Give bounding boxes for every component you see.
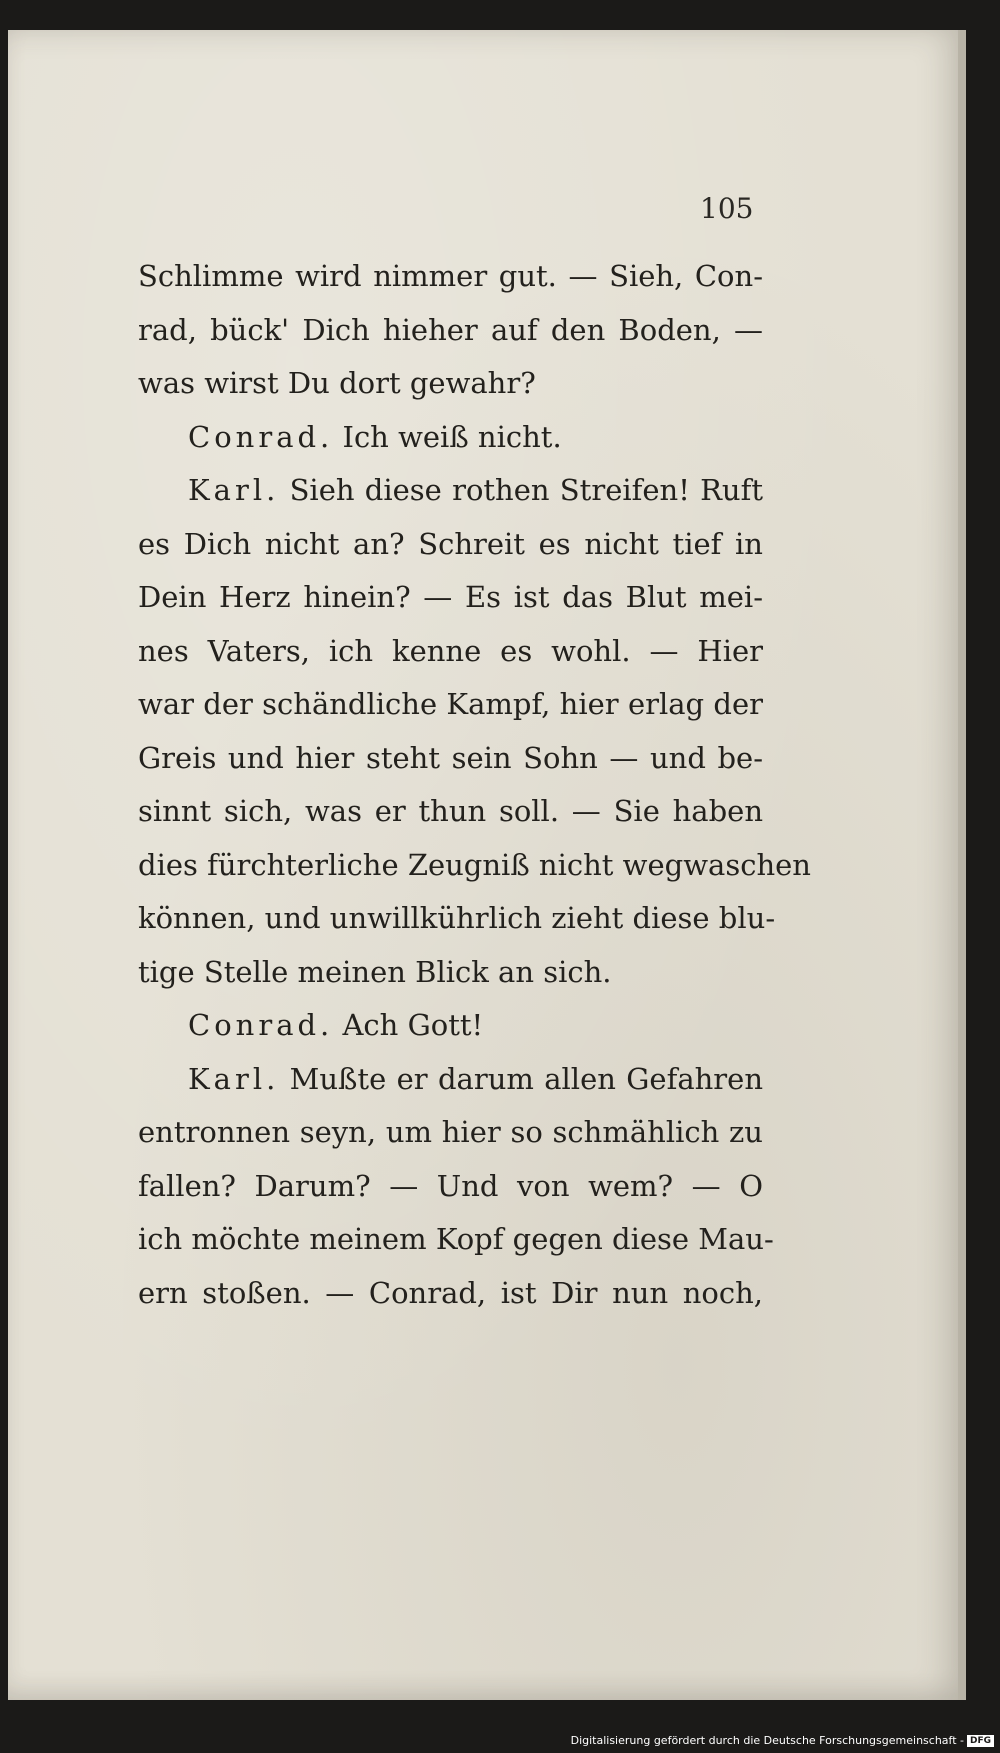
text-line: es Dich nicht an? Schreit es nicht tief in — [138, 526, 763, 561]
text-line: sinnt sich, was er thun soll. — Sie haben — [138, 794, 763, 828]
text-line: ern stoßen. — Conrad, ist Dir nun noch, — [138, 1275, 763, 1310]
text-line: rad, bück' Dich hieher auf den Boden, — — [138, 312, 763, 347]
text-line: können, und unwillkührlich zieht diese blu- — [138, 901, 776, 935]
dfg-logo: DFG — [967, 1735, 994, 1747]
text-line: entronnen seyn, um hier so schmählich zu — [138, 1115, 763, 1149]
page-edge — [958, 30, 966, 1700]
text-line: nes Vaters, ich kenne es wohl. — Hier — [138, 633, 763, 668]
dialogue-line: Karl. Sieh diese rothen Streifen! Ruft — [188, 473, 764, 507]
speaker-name: Karl. — [188, 473, 280, 507]
digitization-credit — [571, 1734, 994, 1747]
credit-text: Digitalisierung gefördert durch die Deutsche Forschungsgemeinschaft - — [570, 1734, 964, 1747]
dialogue-line: Karl. Mußte er darum allen Gefahren — [188, 1061, 763, 1096]
page-text — [138, 250, 811, 1320]
dialogue-line: Conrad. Ach Gott! — [188, 1008, 484, 1042]
speaker-name: Conrad. — [188, 1008, 334, 1042]
text-line: Greis und hier steht sein Sohn — und be- — [138, 740, 763, 775]
text-line: fallen? Darum? — Und von wem? — O — [138, 1168, 763, 1203]
speaker-name: Karl. — [188, 1061, 280, 1096]
text-line: ich möchte meinem Kopf gegen diese Mau- — [138, 1222, 774, 1256]
text-line: Dein Herz hinein? — Es ist das Blut mei- — [138, 580, 763, 614]
speaker-name: Conrad. — [188, 419, 334, 454]
text-line: tige Stelle meinen Blick an sich. — [138, 954, 612, 989]
dialogue-line: Conrad. Ich weiß nicht. — [188, 419, 562, 454]
page-number: 105 — [700, 192, 754, 225]
text-line: was wirst Du dort gewahr? — [138, 366, 536, 400]
text-line: dies fürchterliche Zeugniß nicht wegwaschen — [138, 847, 811, 882]
text-line: Schlimme wird nimmer gut. — Sieh, Con- — [138, 259, 763, 293]
text-line: war der schändliche Kampf, hier erlag der — [138, 687, 763, 721]
